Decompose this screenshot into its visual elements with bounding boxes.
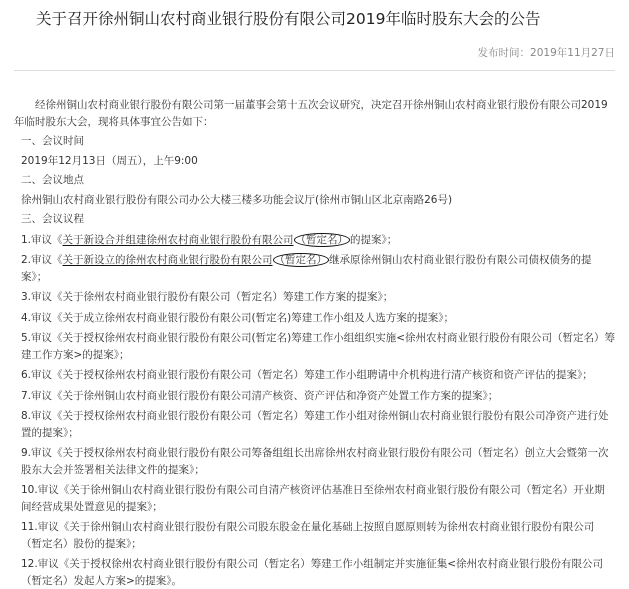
page-title: 关于召开徐州铜山农村商业银行股份有限公司2019年临时股东大会的公告 — [36, 10, 541, 28]
agenda-item-8: 8.审议《关于授权徐州农村商业银行股份有限公司（暂定名）筹建工作小组对徐州铜山农村商业银行股份有限公司净资产进行处置的提案》； — [21, 410, 609, 439]
agenda-item-9: 9.审议《关于授权徐州农村商业银行股份有限公司筹备组组长出席徐州农村商业银行股份有限公司（暂定名）创立大会暨第一次股东大会并签署相关法律文件的提案》； — [21, 447, 609, 476]
announcement-body — [14, 97, 615, 589]
publish-time — [14, 46, 615, 60]
circled-text: （暂定名） — [295, 233, 349, 246]
agenda-item-suffix: 继承原徐州铜山农村商业银行股份有限公司债权债务的提案》； — [21, 254, 592, 283]
agenda-item-11: 11.审议《关于徐州铜山农村商业银行股份有限公司股东股金在量化基础上按照自愿原则转为徐州农村商业银行股份有限公司（暂定名）股份的提案》； — [21, 521, 595, 550]
agenda-item-1 — [14, 232, 615, 249]
title-divider — [14, 70, 615, 71]
agenda-item-6: 6.审议《关于授权徐州农村商业银行股份有限公司（暂定名）筹建工作小组聘请中介机构进行清产核资和资产评估的提案》； — [21, 369, 593, 381]
section-time-text: 2019年12月13日（周五），上午9:00 — [21, 154, 198, 167]
publish-label: 发布时间： — [477, 47, 531, 59]
agenda-item-prefix: 1.审议《 — [21, 233, 63, 246]
section-time-heading: 一、会议时间 — [21, 135, 84, 147]
agenda-item-10: 10.审议《关于徐州铜山农村商业银行股份有限公司自清产核资评估基准日至徐州农村商业银行股份有限公司（暂定名）开业期间经营成果处置意见的提案》； — [21, 484, 605, 513]
publish-date: 2019年11月27日 — [530, 47, 615, 59]
agenda-item-5: 5.审议《关于授权徐州农村商业银行股份有限公司(暂定名)筹建工作小组组织实施<徐州农村商业银行股份有限公司（暂定名）筹建工作方案>的提案》； — [21, 332, 616, 361]
circled-text: （暂定名） — [274, 254, 328, 266]
underlined-text: 关于新设合并组建徐州农村商业银行股份有限公司 — [62, 233, 294, 246]
section-agenda-heading: 三、会议议程 — [21, 213, 84, 225]
intro-paragraph: 经徐州铜山农村商业银行股份有限公司第一届董事会第十五次会议研究，决定召开徐州铜山农村商业银行股份有限公司2019年临时股东大会，现将具体事宜公告如下： — [14, 99, 608, 128]
agenda-item-4: 4.审议《关于成立徐州农村商业银行股份有限公司(暂定名)筹建工作小组及人选方案的提案》； — [21, 311, 454, 324]
agenda-item-3: 3.审议《关于徐州农村商业银行股份有限公司（暂定名）筹建工作方案的提案》； — [21, 291, 394, 303]
agenda-item-12: 12.审议《关于授权徐州农村商业银行股份有限公司（暂定名）筹建工作小组制定并实施征集<徐州农村商业银行股份有限公司（暂定名）发起人方案>的提案》。 — [21, 558, 603, 587]
section-venue-heading: 二、会议地点 — [21, 174, 84, 186]
agenda-item-7: 7.审议《关于徐州铜山农村商业银行股份有限公司清产核资、资产评估和净资产处置工作方案的提案》； — [21, 389, 499, 402]
section-venue-text: 徐州铜山农村商业银行股份有限公司办公大楼三楼多功能会议厅(徐州市铜山区北京南路26号) — [21, 193, 453, 206]
agenda-item-suffix: 的提案》； — [350, 233, 398, 246]
underlined-text: 关于新设立的徐州农村商业银行股份有限公司 — [62, 254, 273, 266]
agenda-item-prefix: 2.审议《 — [21, 254, 63, 266]
agenda-item-2 — [14, 252, 615, 285]
